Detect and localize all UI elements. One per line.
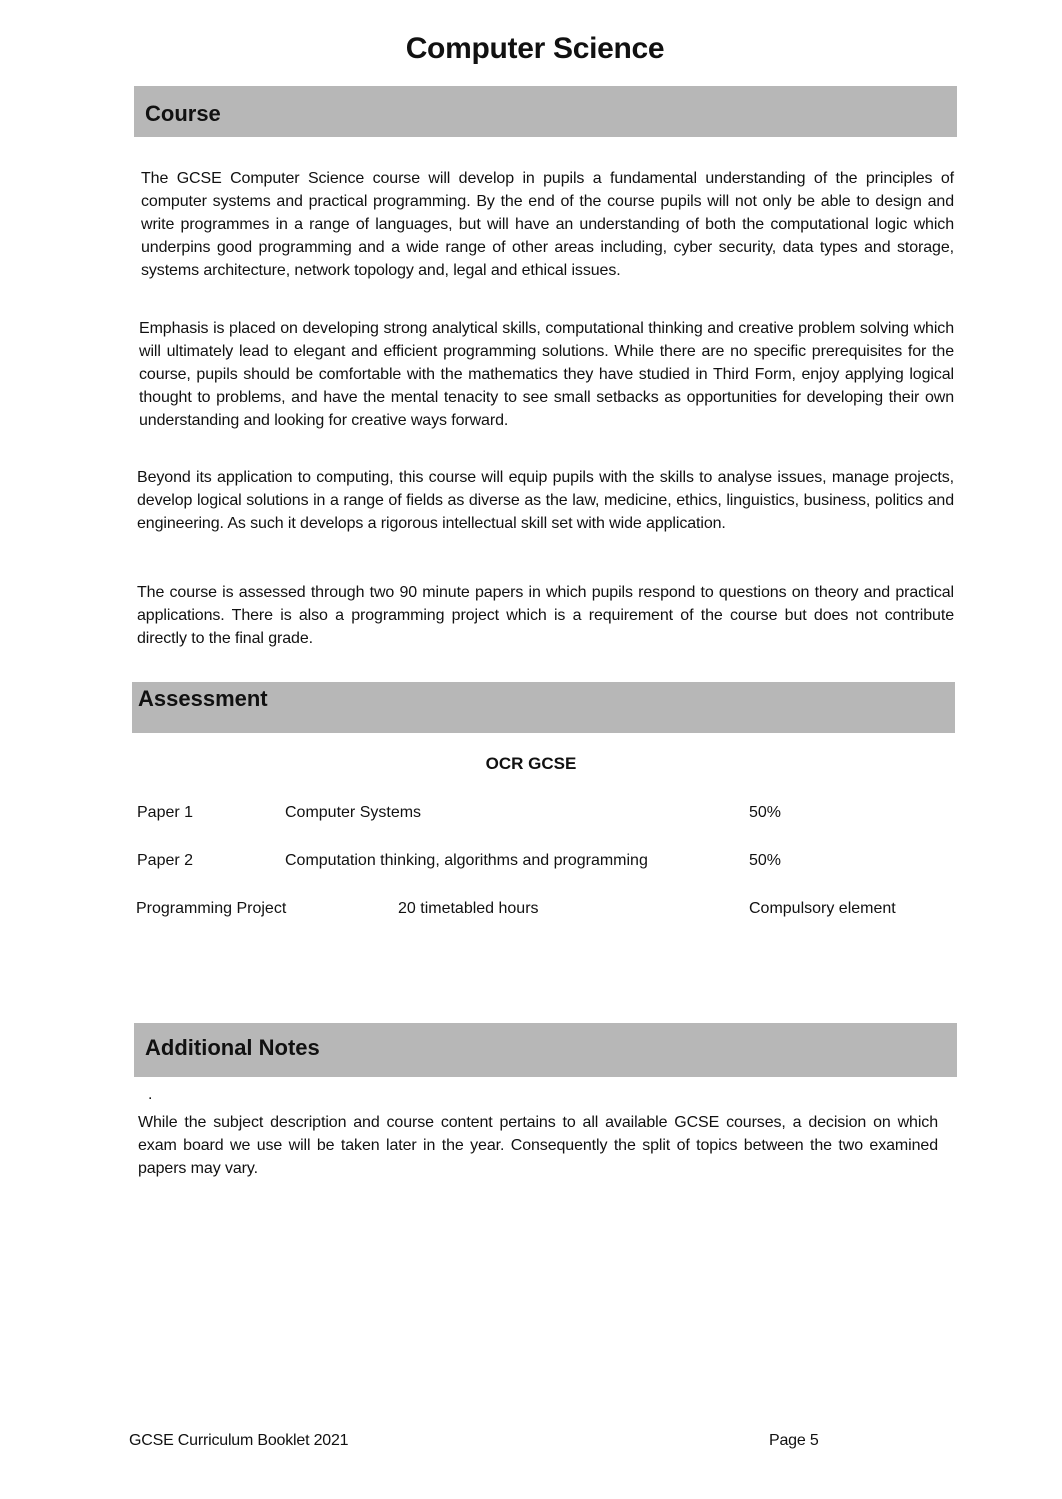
section-heading-notes-label: Additional Notes <box>145 1035 320 1060</box>
exam-board-title: OCR GCSE <box>485 754 577 773</box>
section-heading-assessment <box>132 682 955 733</box>
section-heading-additional-notes <box>134 1023 957 1077</box>
assessment-row-3-component: Programming Project <box>136 900 287 917</box>
course-paragraph-1: The GCSE Computer Science course will develop in pupils a fundamental understanding of the principles of computer systems and practical programming. By the end of the course pupils will not only be able to design and write programmes in a range of languages, but will have an understanding of both the computational logic which underpins good programming and a wide range of other areas including, cyber security, data types and storage, systems architecture, network topology and, legal and ethical issues. <box>141 170 954 279</box>
course-paragraph-4: The course is assessed through two 90 minute papers in which pupils respond to questions on theory and practical applications. There is also a programming project which is a requirement of the course but does not contribute directly to the final grade. <box>137 584 954 647</box>
assessment-row-3-description: 20 timetabled hours <box>398 900 539 917</box>
page-title: Computer Science <box>405 32 665 65</box>
section-heading-course-label: Course <box>145 101 221 126</box>
assessment-row-3-weight: Compulsory element <box>749 900 896 917</box>
assessment-row-1-description: Computer Systems <box>285 804 422 821</box>
course-paragraph-2: Emphasis is placed on developing strong analytical skills, computational thinking and creative problem solving which will ultimately lead to elegant and efficient programming solutions. While there are no specific prerequisites for the course, pupils should be comfortable with the mathematics they have studied in Third Form, enjoy applying logical thought to problems, and have the mental tenacity to see small setbacks as opportunities for developing their own understanding and looking for creative ways forward. <box>139 320 954 429</box>
section-heading-course <box>134 86 957 137</box>
assessment-row-1-weight: 50% <box>749 804 782 821</box>
assessment-row-2-component: Paper 2 <box>137 852 194 869</box>
footer-page-number: Page 5 <box>769 1432 819 1449</box>
assessment-row-1-component: Paper 1 <box>137 804 194 821</box>
footer-booklet-title: GCSE Curriculum Booklet 2021 <box>129 1432 349 1449</box>
notes-marker: . <box>148 1086 153 1103</box>
section-heading-assessment-label: Assessment <box>138 686 268 711</box>
notes-paragraph: While the subject description and course content pertains to all available GCSE courses, a decision on which exam board we use will be taken later in the year. Consequently the split of topics between the two examined papers may vary. <box>138 1114 938 1177</box>
assessment-row-2-description: Computation thinking, algorithms and programming <box>285 852 648 869</box>
assessment-row-2-weight: 50% <box>749 852 782 869</box>
course-paragraph-3: Beyond its application to computing, this course will equip pupils with the skills to analyse issues, manage projects, develop logical solutions in a range of fields as diverse as the law, medicine, ethics, linguistics, business, politics and engineering. As such it develops a rigorous intellectual skill set with wide application. <box>137 469 954 532</box>
